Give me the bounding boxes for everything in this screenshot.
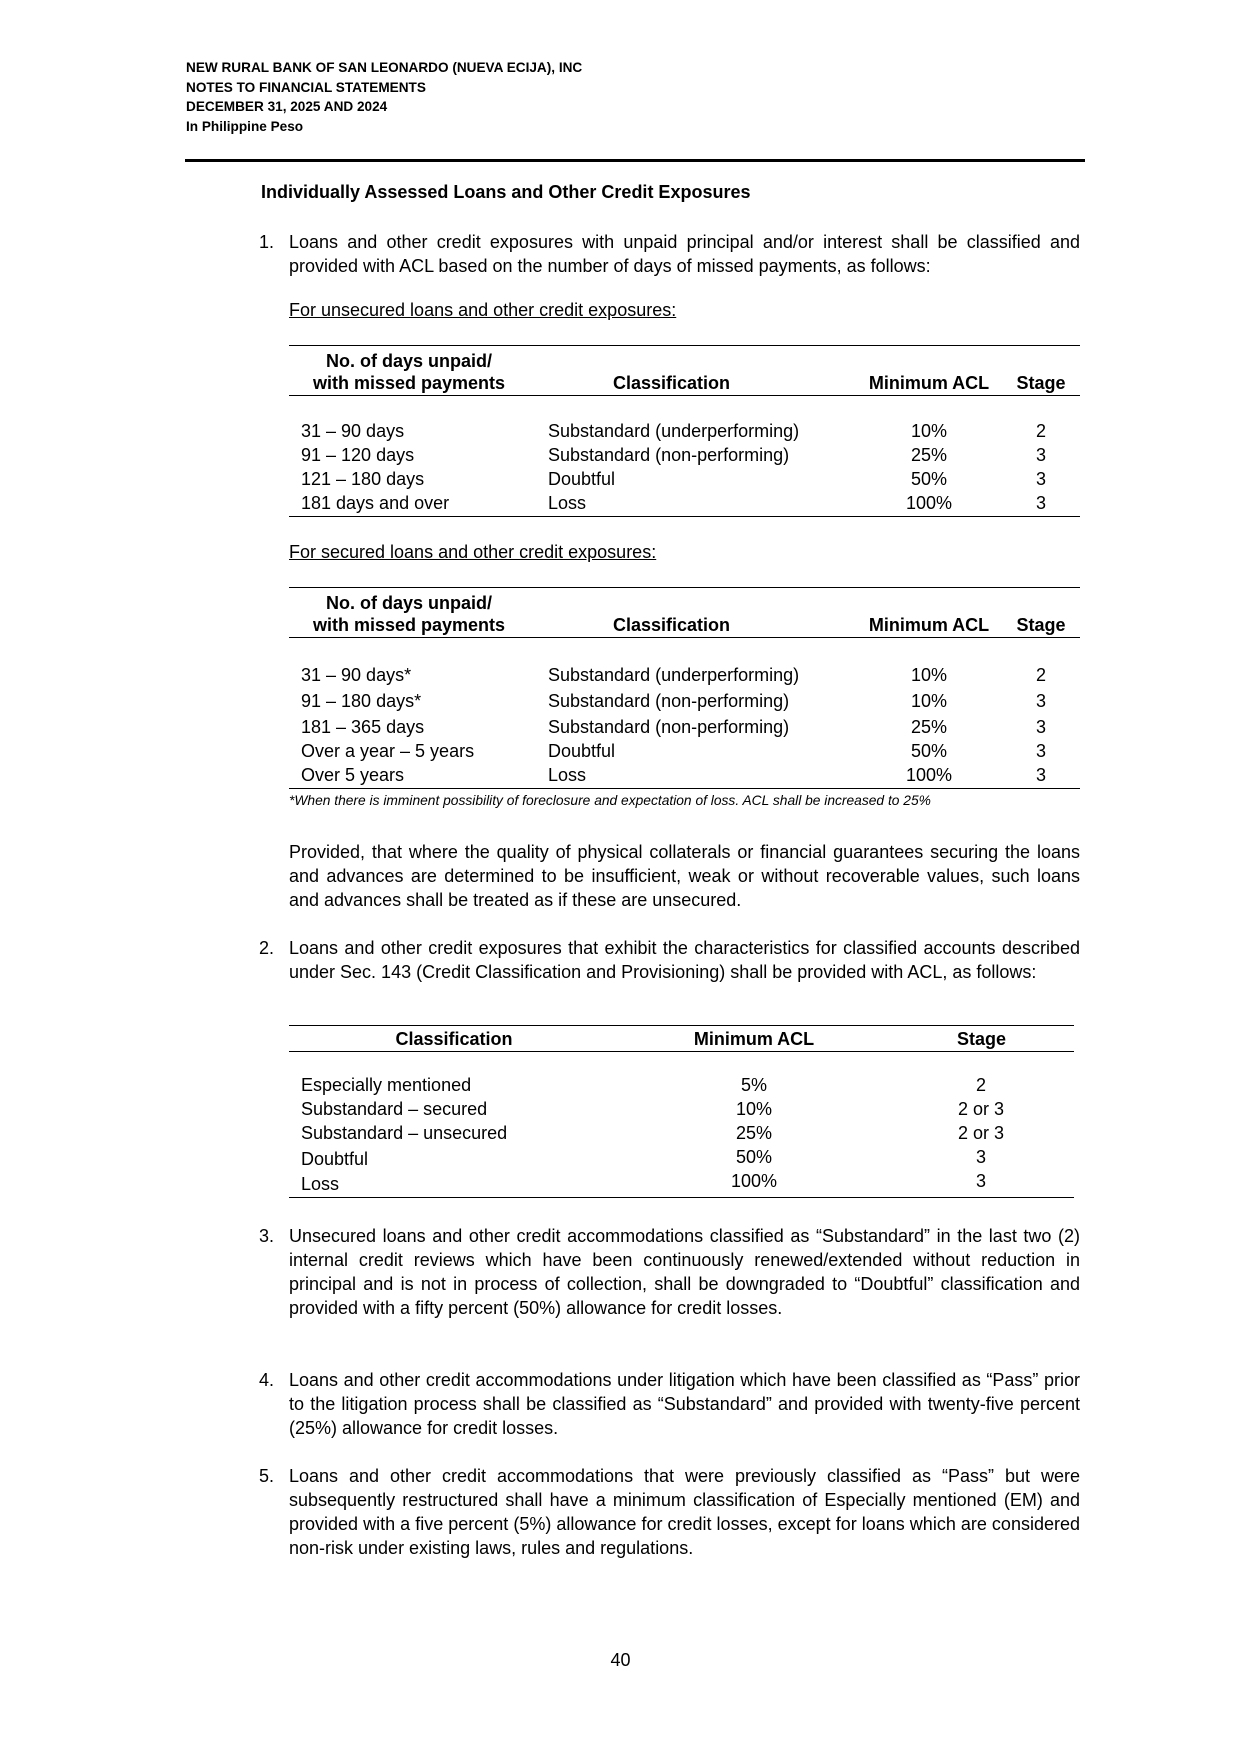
table-bottom-rule xyxy=(289,516,1080,517)
table-header-rule xyxy=(289,637,1080,638)
cell-acl: 50% xyxy=(910,469,948,489)
header-days-line2: with missed payments xyxy=(312,615,506,635)
cell-acl: 10% xyxy=(735,1099,773,1119)
cell-acl: 100% xyxy=(905,493,953,513)
page-number: 40 xyxy=(610,1650,631,1670)
list-text: Unsecured loans and other credit accommodations classified as “Substandard” in the last two (2) internal credit reviews which have been continuously renewed/extended without reduction in principal and is not in process of collection, shall be downgraded to “Doubtful” classification and provided with a fifty percent (50%) allowance for credit losses. xyxy=(289,1226,1080,1318)
cell-classification: Doubtful xyxy=(301,1149,369,1169)
cell-classification: Loss xyxy=(548,493,587,513)
cell-classification: Substandard (underperforming) xyxy=(548,421,800,441)
header-company-name: NEW RURAL BANK OF SAN LEONARDO (NUEVA ECIJA), INC xyxy=(186,60,583,75)
cell-stage: 3 xyxy=(1035,765,1046,785)
cell-stage: 3 xyxy=(975,1147,986,1167)
cell-acl: 25% xyxy=(735,1123,773,1143)
cell-stage: 3 xyxy=(975,1171,986,1191)
header-stage: Stage xyxy=(1016,615,1066,635)
cell-classification: Substandard (non-performing) xyxy=(548,445,790,465)
classified-table xyxy=(289,1025,1074,1200)
header-days-line1: No. of days unpaid/ xyxy=(325,593,492,613)
header-minimum-acl: Minimum ACL xyxy=(868,373,990,393)
table-header-rule xyxy=(289,395,1080,396)
cell-acl: 50% xyxy=(910,741,948,761)
section-title: Individually Assessed Loans and Other Credit Exposures xyxy=(261,182,751,202)
header-classification: Classification xyxy=(612,615,731,635)
secured-subheading: For secured loans and other credit exposures: xyxy=(289,542,657,562)
cell-acl: 10% xyxy=(910,665,948,685)
cell-days: 91 – 120 days xyxy=(301,445,415,465)
header-days-line2: with missed payments xyxy=(312,373,506,393)
header-classification: Classification xyxy=(395,1029,513,1049)
header-currency: In Philippine Peso xyxy=(186,118,304,134)
unsecured-table xyxy=(289,345,1080,520)
list-text: Loans and other credit exposures with unpaid principal and/or interest shall be classified and provided with ACL based on the number of days of missed payments, as follows: xyxy=(289,232,1080,276)
cell-stage: 2 or 3 xyxy=(957,1123,1005,1143)
cell-acl: 25% xyxy=(910,717,948,737)
list-number: 3. xyxy=(259,1226,275,1246)
cell-stage: 3 xyxy=(1035,691,1046,711)
list-text: Loans and other credit accommodations under litigation which have been classified as “Pass” prior to the litigation process shall be classified as “Substandard” and provided with twenty-five percent (25%) allowance for credit losses. xyxy=(289,1370,1080,1438)
cell-acl: 10% xyxy=(910,421,948,441)
cell-classification: Substandard (non-performing) xyxy=(548,717,790,737)
cell-days: 31 – 90 days* xyxy=(301,665,412,685)
header-statement-title: NOTES TO FINANCIAL STATEMENTS xyxy=(186,79,426,95)
cell-stage: 3 xyxy=(1035,493,1046,513)
cell-acl: 100% xyxy=(730,1171,778,1191)
cell-classification: Substandard – secured xyxy=(301,1099,488,1119)
header-stage: Stage xyxy=(956,1029,1007,1049)
cell-stage: 3 xyxy=(1035,469,1046,489)
cell-acl: 50% xyxy=(735,1147,773,1167)
header-minimum-acl: Minimum ACL xyxy=(868,615,990,635)
unsecured-subheading: For unsecured loans and other credit exposures: xyxy=(289,300,677,320)
list-number: 2. xyxy=(259,938,275,958)
header-minimum-acl: Minimum ACL xyxy=(693,1029,815,1049)
table-top-rule xyxy=(289,1025,1074,1026)
header-period: DECEMBER 31, 2025 AND 2024 xyxy=(186,99,388,114)
header-divider xyxy=(185,159,1085,162)
cell-days: Over 5 years xyxy=(301,765,405,785)
cell-acl: 5% xyxy=(740,1075,767,1095)
secured-footnote: *When there is imminent possibility of foreclosure and expectation of loss. ACL shall be increased to 25% xyxy=(289,793,931,808)
cell-stage: 3 xyxy=(1035,445,1046,465)
cell-stage: 3 xyxy=(1035,717,1046,737)
list-text: Loans and other credit exposures that exhibit the characteristics for classified accounts described under Sec. 143 (Credit Classification and Provisioning) shall be provided with ACL, as follows: xyxy=(289,938,1080,982)
cell-classification: Substandard – unsecured xyxy=(301,1123,508,1143)
cell-acl: 10% xyxy=(910,691,948,711)
cell-classification: Substandard (non-performing) xyxy=(548,691,790,711)
cell-stage: 2 or 3 xyxy=(957,1099,1005,1119)
secured-table xyxy=(289,587,1080,792)
cell-classification: Doubtful xyxy=(548,469,616,489)
cell-stage: 2 xyxy=(1035,665,1046,685)
list-number: 1. xyxy=(259,232,275,252)
list-text: Loans and other credit accommodations that were previously classified as “Pass” but were subsequently restructured shall have a minimum classification of Especially mentioned (EM) and provided with a five percent (5%) allowance for credit losses, except for loans which are considered non-risk under existing laws, rules and regulations. xyxy=(289,1466,1080,1558)
cell-days: 181 – 365 days xyxy=(301,717,425,737)
header-stage: Stage xyxy=(1016,373,1066,393)
list-number: 5. xyxy=(259,1466,275,1486)
cell-days: Over a year – 5 years xyxy=(301,741,475,761)
document-header xyxy=(186,58,582,136)
header-classification: Classification xyxy=(612,373,731,393)
cell-days: 181 days and over xyxy=(301,493,450,513)
cell-classification: Loss xyxy=(301,1174,340,1194)
header-days-line1: No. of days unpaid/ xyxy=(325,351,492,371)
cell-stage: 2 xyxy=(975,1075,986,1095)
table-top-rule xyxy=(289,587,1080,588)
cell-days: 91 – 180 days* xyxy=(301,691,422,711)
table-top-rule xyxy=(289,345,1080,346)
cell-acl: 100% xyxy=(905,765,953,785)
provided-paragraph: Provided, that where the quality of physical collaterals or financial guarantees securing the loans and advances are determined to be insufficient, weak or without recoverable values, such loans and advances shall be treated as if these are unsecured. xyxy=(289,842,1080,910)
cell-stage: 3 xyxy=(1035,741,1046,761)
cell-acl: 25% xyxy=(910,445,948,465)
cell-classification: Substandard (underperforming) xyxy=(548,665,800,685)
cell-classification: Loss xyxy=(548,765,587,785)
cell-days: 31 – 90 days xyxy=(301,421,405,441)
list-number: 4. xyxy=(259,1370,275,1390)
cell-stage: 2 xyxy=(1035,421,1046,441)
table-header-rule xyxy=(289,1051,1074,1052)
table-bottom-rule xyxy=(289,1197,1074,1198)
table-bottom-rule xyxy=(289,788,1080,789)
cell-days: 121 – 180 days xyxy=(301,469,425,489)
cell-classification: Doubtful xyxy=(548,741,616,761)
cell-classification: Especially mentioned xyxy=(301,1075,472,1095)
